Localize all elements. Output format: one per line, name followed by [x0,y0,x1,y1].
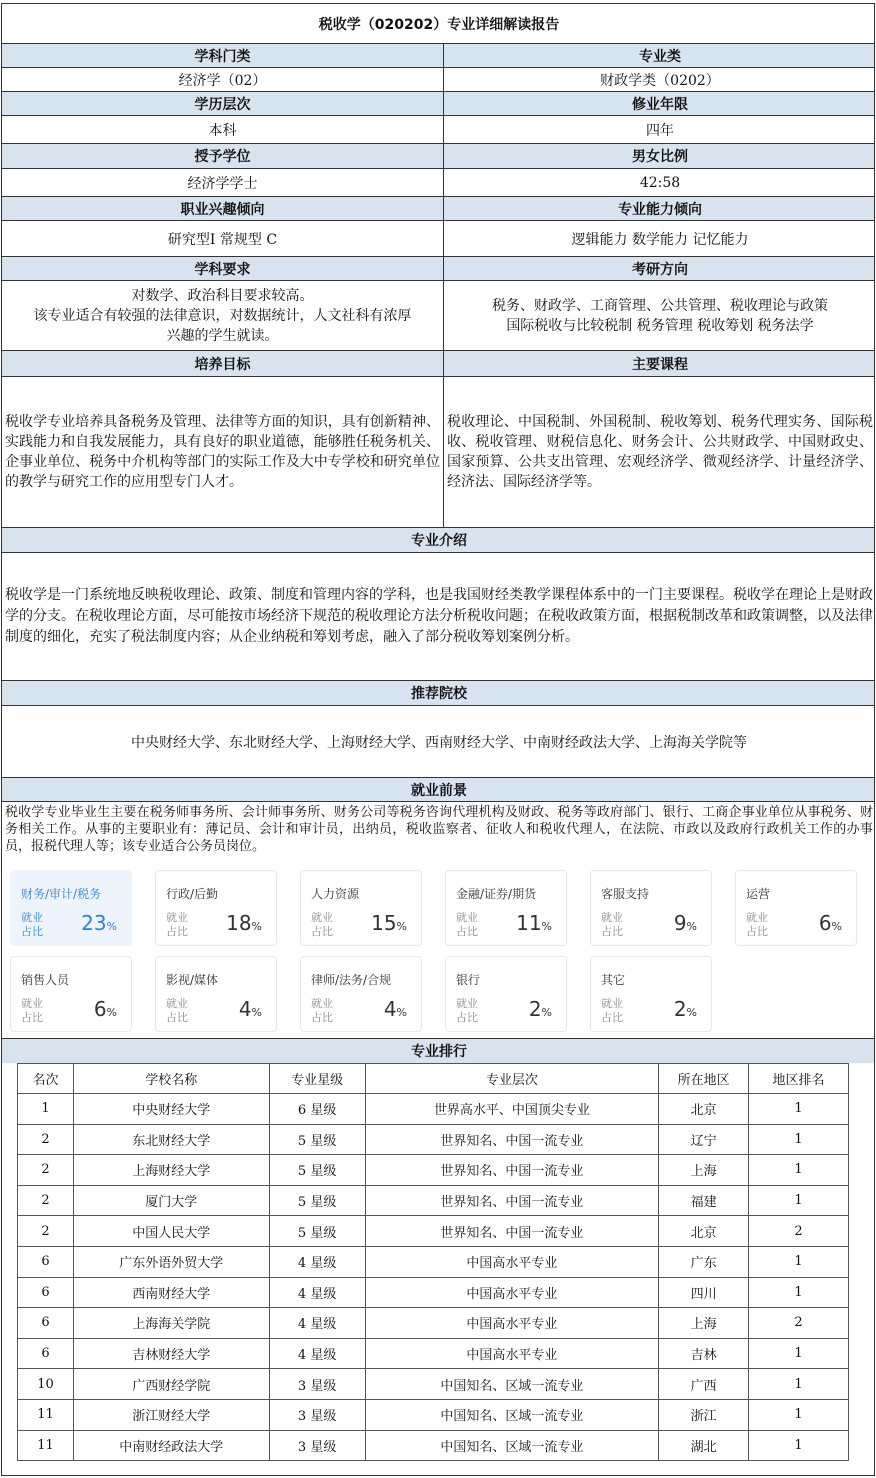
sublabel-line: 就业 [166,911,188,924]
percent-value: 2 [673,997,687,1021]
intro-section [2,553,875,681]
basic-header-right: 专业能力倾向 [444,197,875,220]
ranking-column-header: 地区排名 [749,1064,849,1094]
goals-value-row [2,377,875,528]
schools-heading: 推荐院校 [2,681,875,706]
basic-header-row [2,44,875,68]
direction-line: 国际税收与比较税制 税务管理 税收筹划 税务法学 [506,317,814,334]
ranking-column-header: 名次 [18,1064,74,1094]
percent-unit: % [396,1006,407,1019]
table-cell: 3 星级 [269,1369,365,1400]
percent-unit: % [251,920,262,933]
table-cell: 11 [18,1399,74,1430]
table-cell: 中国高水平专业 [365,1308,659,1339]
direction-line: 税务、财政学、工商管理、公共管理、税收理论与政策 [492,297,828,314]
basic-value-left: 本科 [2,116,444,143]
basic-header-row [2,144,875,169]
table-cell: 辽宁 [659,1124,749,1155]
employment-card[interactable] [735,870,857,946]
employment-card-percent [516,911,552,935]
ranking-column-header: 学校名称 [73,1064,269,1094]
table-cell: 上海财经大学 [73,1155,269,1186]
table-cell: 北京 [659,1094,749,1125]
percent-unit: % [106,1006,117,1019]
sublabel-line: 就业 [746,911,768,924]
table-cell: 1 [749,1430,849,1461]
employment-card-name: 行政/后勤 [166,887,219,901]
employment-card-sublabel [21,911,45,939]
basic-header-left: 学科门类 [2,44,444,67]
sublabel-line: 占比 [746,925,768,938]
table-cell: 3 星级 [269,1430,365,1461]
table-cell: 5 星级 [269,1185,365,1216]
employment-card-sublabel [601,997,625,1025]
table-cell: 世界知名、中国一流专业 [365,1216,659,1247]
ranking-body [18,1094,849,1461]
sublabel-line: 占比 [456,1011,478,1024]
subject-requirement-text [2,281,444,350]
table-cell: 6 [18,1308,74,1339]
table-cell: 世界高水平、中国顶尖专业 [365,1094,659,1125]
employment-card-name: 金融/证券/期货 [456,887,537,901]
basic-header-right: 专业类 [444,44,875,67]
employment-card[interactable] [10,870,132,946]
table-row [18,1399,849,1430]
employment-card-percent [371,911,407,935]
requirements-header-row [2,257,875,281]
recommended-schools-text: 中央财经大学、东北财经大学、上海财经大学、西南财经大学、中南财经政法大学、上海海关学院等 [2,706,875,778]
sublabel-line: 就业 [601,911,623,924]
table-cell: 福建 [659,1185,749,1216]
table-cell: 上海 [659,1308,749,1339]
table-cell: 1 [749,1094,849,1125]
table-cell: 11 [18,1430,74,1461]
sublabel-line: 占比 [21,1011,43,1024]
table-cell: 广东外语外贸大学 [73,1246,269,1277]
requirement-line: 该专业适合有较强的法律意识，对数据统计，人文社科有浓厚 [33,307,412,324]
table-cell: 世界知名、中国一流专业 [365,1155,659,1186]
basic-header-right: 男女比例 [444,144,875,168]
employment-card-sublabel [311,911,335,939]
requirement-line: 兴趣的学生就读。 [166,327,279,344]
table-row [18,1155,849,1186]
sublabel-line: 占比 [166,925,188,938]
table-cell: 广东 [659,1246,749,1277]
table-cell: 2 [749,1308,849,1339]
main-courses-paragraph: 税收理论、中国税制、外国税制、税收筹划、税务代理实务、国际税收、税收管理、财税信息化、财务会计、公共财政学、中国财政史、国家预算、公共支出管理、宏观经济学、微观经济学、计量经济学、经济法、国际经济学等。 [447,414,873,490]
employment-section [2,802,875,1039]
sublabel-line: 占比 [311,1011,333,1024]
intro-heading: 专业介绍 [2,528,875,553]
postgrad-direction-text [444,281,875,350]
basic-value-left: 研究型I 常规型 C [2,221,444,256]
table-cell: 1 [749,1369,849,1400]
training-goal-text [2,377,444,527]
table-row [18,1308,849,1339]
table-cell: 世界知名、中国一流专业 [365,1185,659,1216]
table-cell: 广西财经学院 [73,1369,269,1400]
table-cell: 5 星级 [269,1216,365,1247]
sublabel-line: 就业 [21,911,43,924]
employment-card-percent [226,911,262,935]
percent-unit: % [251,1006,262,1019]
percent-value: 4 [383,997,397,1021]
basic-value-left: 经济学（02） [2,68,444,91]
percent-value: 15 [371,911,397,935]
table-cell: 10 [18,1369,74,1400]
table-cell: 1 [749,1338,849,1369]
employment-card-name: 影视/媒体 [166,973,219,987]
percent-value: 18 [226,911,252,935]
percent-value: 9 [673,911,687,935]
table-row [18,1216,849,1247]
main-courses-text [444,377,875,527]
basic-header-left: 职业兴趣倾向 [2,197,444,220]
sublabel-line: 占比 [311,925,333,938]
requirements-value-row [2,281,875,351]
table-row [18,1277,849,1308]
table-cell: 4 星级 [269,1277,365,1308]
employment-card-sublabel [601,911,625,939]
basic-value-right: 42:58 [639,174,681,191]
basic-header-left: 学历层次 [2,92,444,115]
table-cell: 6 [18,1246,74,1277]
employment-card[interactable] [590,956,712,1032]
table-cell: 4 星级 [269,1246,365,1277]
employment-card[interactable] [155,956,277,1032]
employment-card-sublabel [311,997,335,1025]
percent-value: 6 [818,911,832,935]
table-cell: 四川 [659,1277,749,1308]
employment-card-percent [674,997,697,1021]
employment-card-name: 财务/审计/税务 [21,887,102,901]
table-cell: 中国知名、区域一流专业 [365,1399,659,1430]
table-row [18,1338,849,1369]
table-cell: 2 [18,1216,74,1247]
table-cell: 5 星级 [269,1155,365,1186]
table-cell: 1 [749,1277,849,1308]
table-cell: 湖北 [659,1430,749,1461]
sublabel-line: 就业 [456,997,478,1010]
sublabel-line: 占比 [601,1011,623,1024]
basic-value-right: 四年 [646,122,674,139]
sublabel-line: 占比 [166,1011,188,1024]
basic-value-right: 财政学类（0202） [600,72,720,89]
table-cell: 3 星级 [269,1399,365,1430]
employment-card[interactable] [445,956,567,1032]
table-cell: 中国高水平专业 [365,1277,659,1308]
employment-card[interactable] [10,956,132,1032]
table-cell: 东北财经大学 [73,1124,269,1155]
percent-unit: % [686,1006,697,1019]
table-cell: 西南财经大学 [73,1277,269,1308]
table-cell: 中国知名、区域一流专业 [365,1430,659,1461]
table-cell: 广西 [659,1369,749,1400]
postgrad-direction-header: 考研方向 [444,257,875,280]
table-cell: 上海海关学院 [73,1308,269,1339]
sublabel-line: 就业 [311,997,333,1010]
employment-card[interactable] [300,870,422,946]
percent-unit: % [541,1006,552,1019]
table-cell: 1 [18,1094,74,1125]
percent-value: 11 [516,911,542,935]
ranking-column-header: 所在地区 [659,1064,749,1094]
percent-value: 4 [238,997,252,1021]
table-cell: 2 [18,1155,74,1186]
employment-card-name: 客服支持 [601,887,650,901]
requirement-line: 对数学、政治科目要求较高。 [131,287,314,304]
table-cell: 6 星级 [269,1094,365,1125]
table-cell: 6 [18,1277,74,1308]
table-cell: 中央财经大学 [73,1094,269,1125]
table-cell: 世界知名、中国一流专业 [365,1124,659,1155]
table-cell: 2 [18,1124,74,1155]
employment-card[interactable] [445,870,567,946]
employment-card-sublabel [21,997,45,1025]
table-cell: 吉林财经大学 [73,1338,269,1369]
goals-header-row [2,351,875,377]
report-title: 税收学（020202）专业详细解读报告 [2,4,875,44]
employment-card-name: 银行 [456,973,481,987]
table-cell: 中南财经政法大学 [73,1430,269,1461]
table-row [18,1430,849,1461]
basic-header-left: 授予学位 [2,144,444,168]
percent-unit: % [831,920,842,933]
employment-card-name: 运营 [746,887,771,901]
table-row [18,1185,849,1216]
table-cell: 浙江 [659,1399,749,1430]
employment-card-name: 其它 [601,973,626,987]
intro-paragraph: 税收学是一门系统地反映税收理论、政策、制度和管理内容的学科，也是我国财经类教学课程体系中的一门主要课程。税收学在理论上是财政学的分支。在税收理论方面，尽可能按市场经济下规范的税收理论方法分析税收问题；在税收政策方面，根据税制改革和政策调整，以及法律制度的细化，充实了税法制度内容；从企业纳税和筹划考虑，融入了部分税收筹划案例分析。 [5,587,873,645]
table-cell: 中国高水平专业 [365,1338,659,1369]
employment-card-sublabel [166,911,190,939]
training-goal-header: 培养目标 [2,351,444,376]
basic-value-row [2,169,875,197]
employment-heading: 就业前景 [2,778,875,802]
basic-value-right: 逻辑能力 数学能力 记忆能力 [571,231,749,248]
employment-card-name: 人力资源 [311,887,360,901]
table-row [18,1124,849,1155]
employment-card-name: 律师/法务/合规 [311,973,392,987]
employment-card[interactable] [300,956,422,1032]
table-cell: 中国高水平专业 [365,1246,659,1277]
basic-value-row [2,116,875,144]
table-cell: 吉林 [659,1338,749,1369]
employment-card-percent [384,997,407,1021]
employment-card-percent [529,997,552,1021]
basic-header-row [2,92,875,116]
table-cell: 2 [18,1185,74,1216]
employment-card-sublabel [456,997,480,1025]
table-cell: 4 星级 [269,1308,365,1339]
table-cell: 1 [749,1124,849,1155]
sublabel-line: 占比 [456,925,478,938]
percent-unit: % [396,920,407,933]
table-row [18,1094,849,1125]
table-cell: 1 [749,1185,849,1216]
sublabel-line: 就业 [456,911,478,924]
subject-requirement-header: 学科要求 [2,257,444,280]
ranking-column-header: 专业星级 [269,1064,365,1094]
table-cell: 中国知名、区域一流专业 [365,1369,659,1400]
table-cell: 北京 [659,1216,749,1247]
percent-unit: % [106,920,117,933]
employment-card[interactable] [590,870,712,946]
employment-card-sublabel [746,911,770,939]
percent-value: 2 [528,997,542,1021]
table-cell: 6 [18,1338,74,1369]
table-row [18,1369,849,1400]
sublabel-line: 占比 [601,925,623,938]
employment-card-percent [239,997,262,1021]
sublabel-line: 就业 [311,911,333,924]
table-cell: 2 [749,1216,849,1247]
table-cell: 4 星级 [269,1338,365,1369]
employment-card-percent [81,911,117,935]
employment-card-percent [819,911,842,935]
basic-value-left: 经济学学士 [2,169,444,196]
table-cell: 浙江财经大学 [73,1399,269,1430]
table-cell: 1 [749,1246,849,1277]
basic-header-right: 修业年限 [444,92,875,115]
table-cell: 中国人民大学 [73,1216,269,1247]
percent-value: 23 [81,911,107,935]
table-cell: 1 [749,1399,849,1430]
percent-unit: % [541,920,552,933]
employment-card-name: 销售人员 [21,973,70,987]
basic-header-row [2,197,875,221]
ranking-table [17,1063,849,1461]
basic-value-row [2,68,875,92]
sublabel-line: 占比 [21,925,43,938]
sublabel-line: 就业 [166,997,188,1010]
table-cell: 上海 [659,1155,749,1186]
training-goal-paragraph: 税收学专业培养具备税务及管理、法律等方面的知识，具有创新精神、实践能力和自我发展能力，具有良好的职业道德，能够胜任税务机关、企事业单位、税务中介机构等部门的实际工作及大中专学校和研究单位的教学与研究工作的应用型专门人才。 [5,414,440,490]
table-row [18,1246,849,1277]
employment-card-percent [94,997,117,1021]
ranking-heading: 专业排行 [2,1039,875,1063]
basic-value-row [2,221,875,257]
employment-card[interactable] [155,870,277,946]
table-cell: 1 [749,1155,849,1186]
percent-value: 6 [93,997,107,1021]
employment-paragraph: 税收学专业毕业生主要在税务师事务所、会计师事务所、财务公司等税务咨询代理机构及财政、税务等政府部门、银行、工商企事业单位从事税务、财务相关工作。从事的主要职业有：薄记员、会计和审计员，出纳员，税收监察者、征收人和税收代理人，在法院、市政以及政府行政机关工作的办事员，报税代理人等；该专业适合公务员岗位。 [5,805,873,854]
main-courses-header: 主要课程 [444,351,875,376]
employment-card-percent [674,911,697,935]
sublabel-line: 就业 [21,997,43,1010]
employment-card-sublabel [456,911,480,939]
ranking-header-row [18,1064,849,1094]
sublabel-line: 就业 [601,997,623,1010]
employment-card-sublabel [166,997,190,1025]
ranking-column-header: 专业层次 [365,1064,659,1094]
table-cell: 厦门大学 [73,1185,269,1216]
percent-unit: % [686,920,697,933]
table-cell: 5 星级 [269,1124,365,1155]
